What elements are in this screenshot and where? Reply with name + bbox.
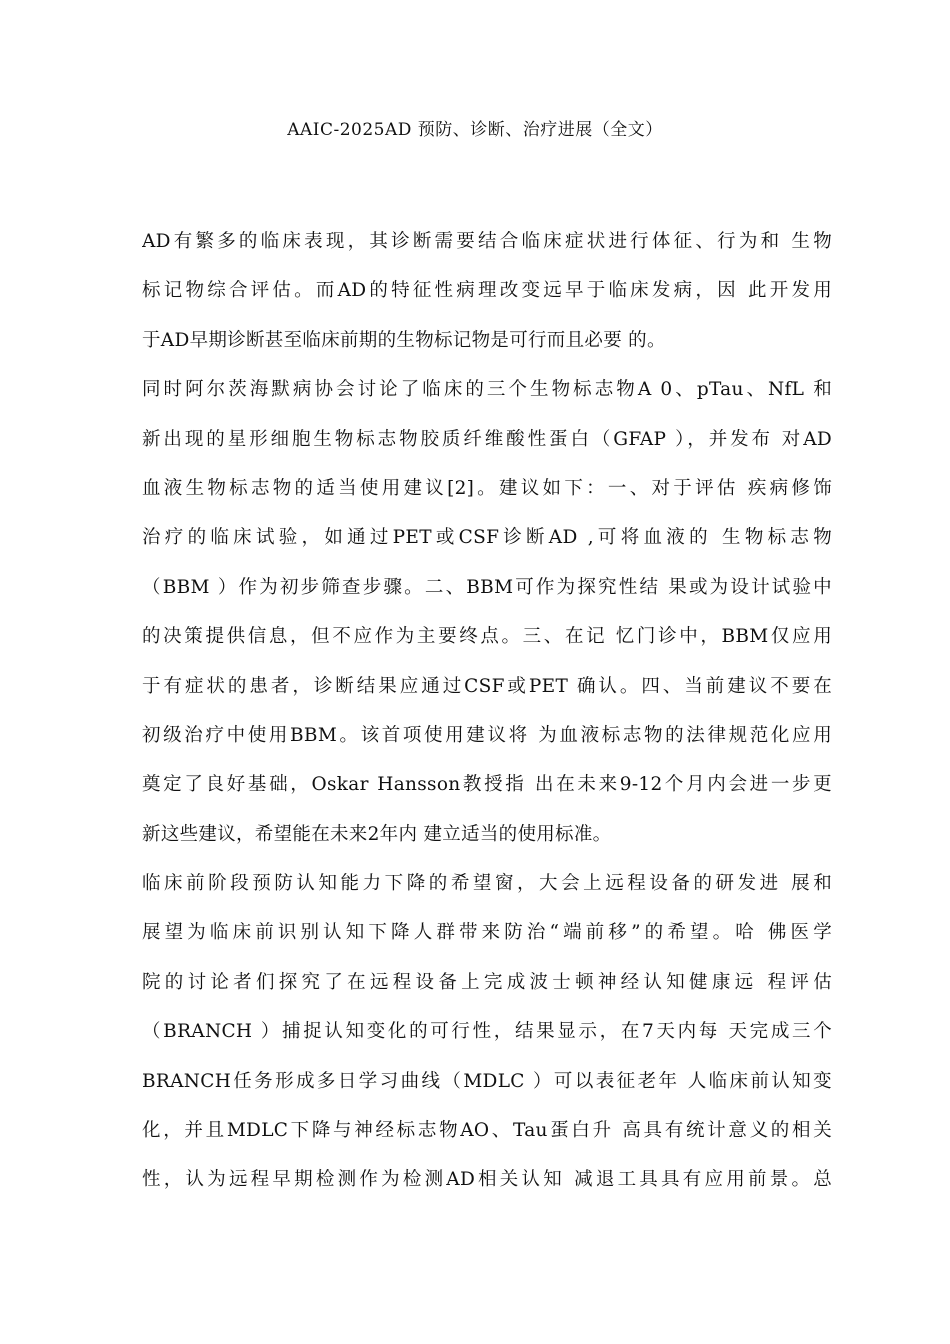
body-line: 血液生物标志物的适当使用建议[2]。建议如下：一、对于评估 疾病修饰 [142,477,832,499]
document-body [142,222,832,1210]
body-line: 新这些建议，希望能在未来2年内 建立适当的使用标准。 [142,823,612,845]
body-line: 治疗的临床试验，如通过PET或CSF诊断AD ,可将血液的 生物标志物 [142,527,832,549]
body-line: 于有症状的患者，诊断结果应通过CSF或PET 确认。四、当前建议不要在 [142,675,832,697]
body-line: （BBM ）作为初步筛查步骤。二、BBM可作为探究性结 果或为设计试验中 [142,576,832,598]
body-line: 同时阿尔茨海默病协会讨论了临床的三个生物标志物A 0、pTau、NfL 和 [142,379,832,401]
body-line: BRANCH任务形成多日学习曲线（MDLC ）可以表征老年 人临床前认知变 [142,1070,832,1092]
body-line: 标记物综合评估。而AD的特征性病理改变远早于临床发病，因 此开发用 [142,280,832,302]
body-line: 院的讨论者们探究了在远程设备上完成波士顿神经认知健康远 程评估 [142,971,832,993]
body-line: AD有繁多的临床表现，其诊断需要结合临床症状进行体征、行为和 生物 [142,231,832,252]
body-line: 临床前阶段预防认知能力下降的希望窗，大会上远程设备的研发进 展和 [142,873,832,895]
body-line: 奠定了良好基础，Oskar Hansson教授指 出在未来9-12个月内会进一步更 [142,774,832,796]
body-line: 初级治疗中使用BBM。该首项使用建议将 为血液标志物的法律规范化应用 [142,724,832,746]
body-line: 性，认为远程早期检测作为检测AD相关认知 减退工具具有应用前景。总 [142,1169,832,1191]
body-line: 化，并且MDLC下降与神经标志物AO、Tau蛋白升 高具有统计意义的相关 [142,1120,832,1142]
body-line: 新出现的星形细胞生物标志物胶质纤维酸性蛋白（GFAP ），并发布 对AD [142,428,832,450]
body-line: （BRANCH ）捕捉认知变化的可行性，结果显示，在7天内每 天完成三个 [142,1021,832,1043]
body-line: 展望为临床前识别认知下降人群带来防治“端前移”的希望。哈 佛医学 [142,922,832,944]
body-line: 的决策提供信息，但不应作为主要终点。三、在记 忆门诊中，BBM仅应用 [142,626,832,648]
document-title: AAIC-2025AD 预防、诊断、治疗进展（全文） [287,120,663,140]
body-line: 于AD早期诊断甚至临床前期的生物标记物是可行而且必要 的。 [142,329,666,351]
